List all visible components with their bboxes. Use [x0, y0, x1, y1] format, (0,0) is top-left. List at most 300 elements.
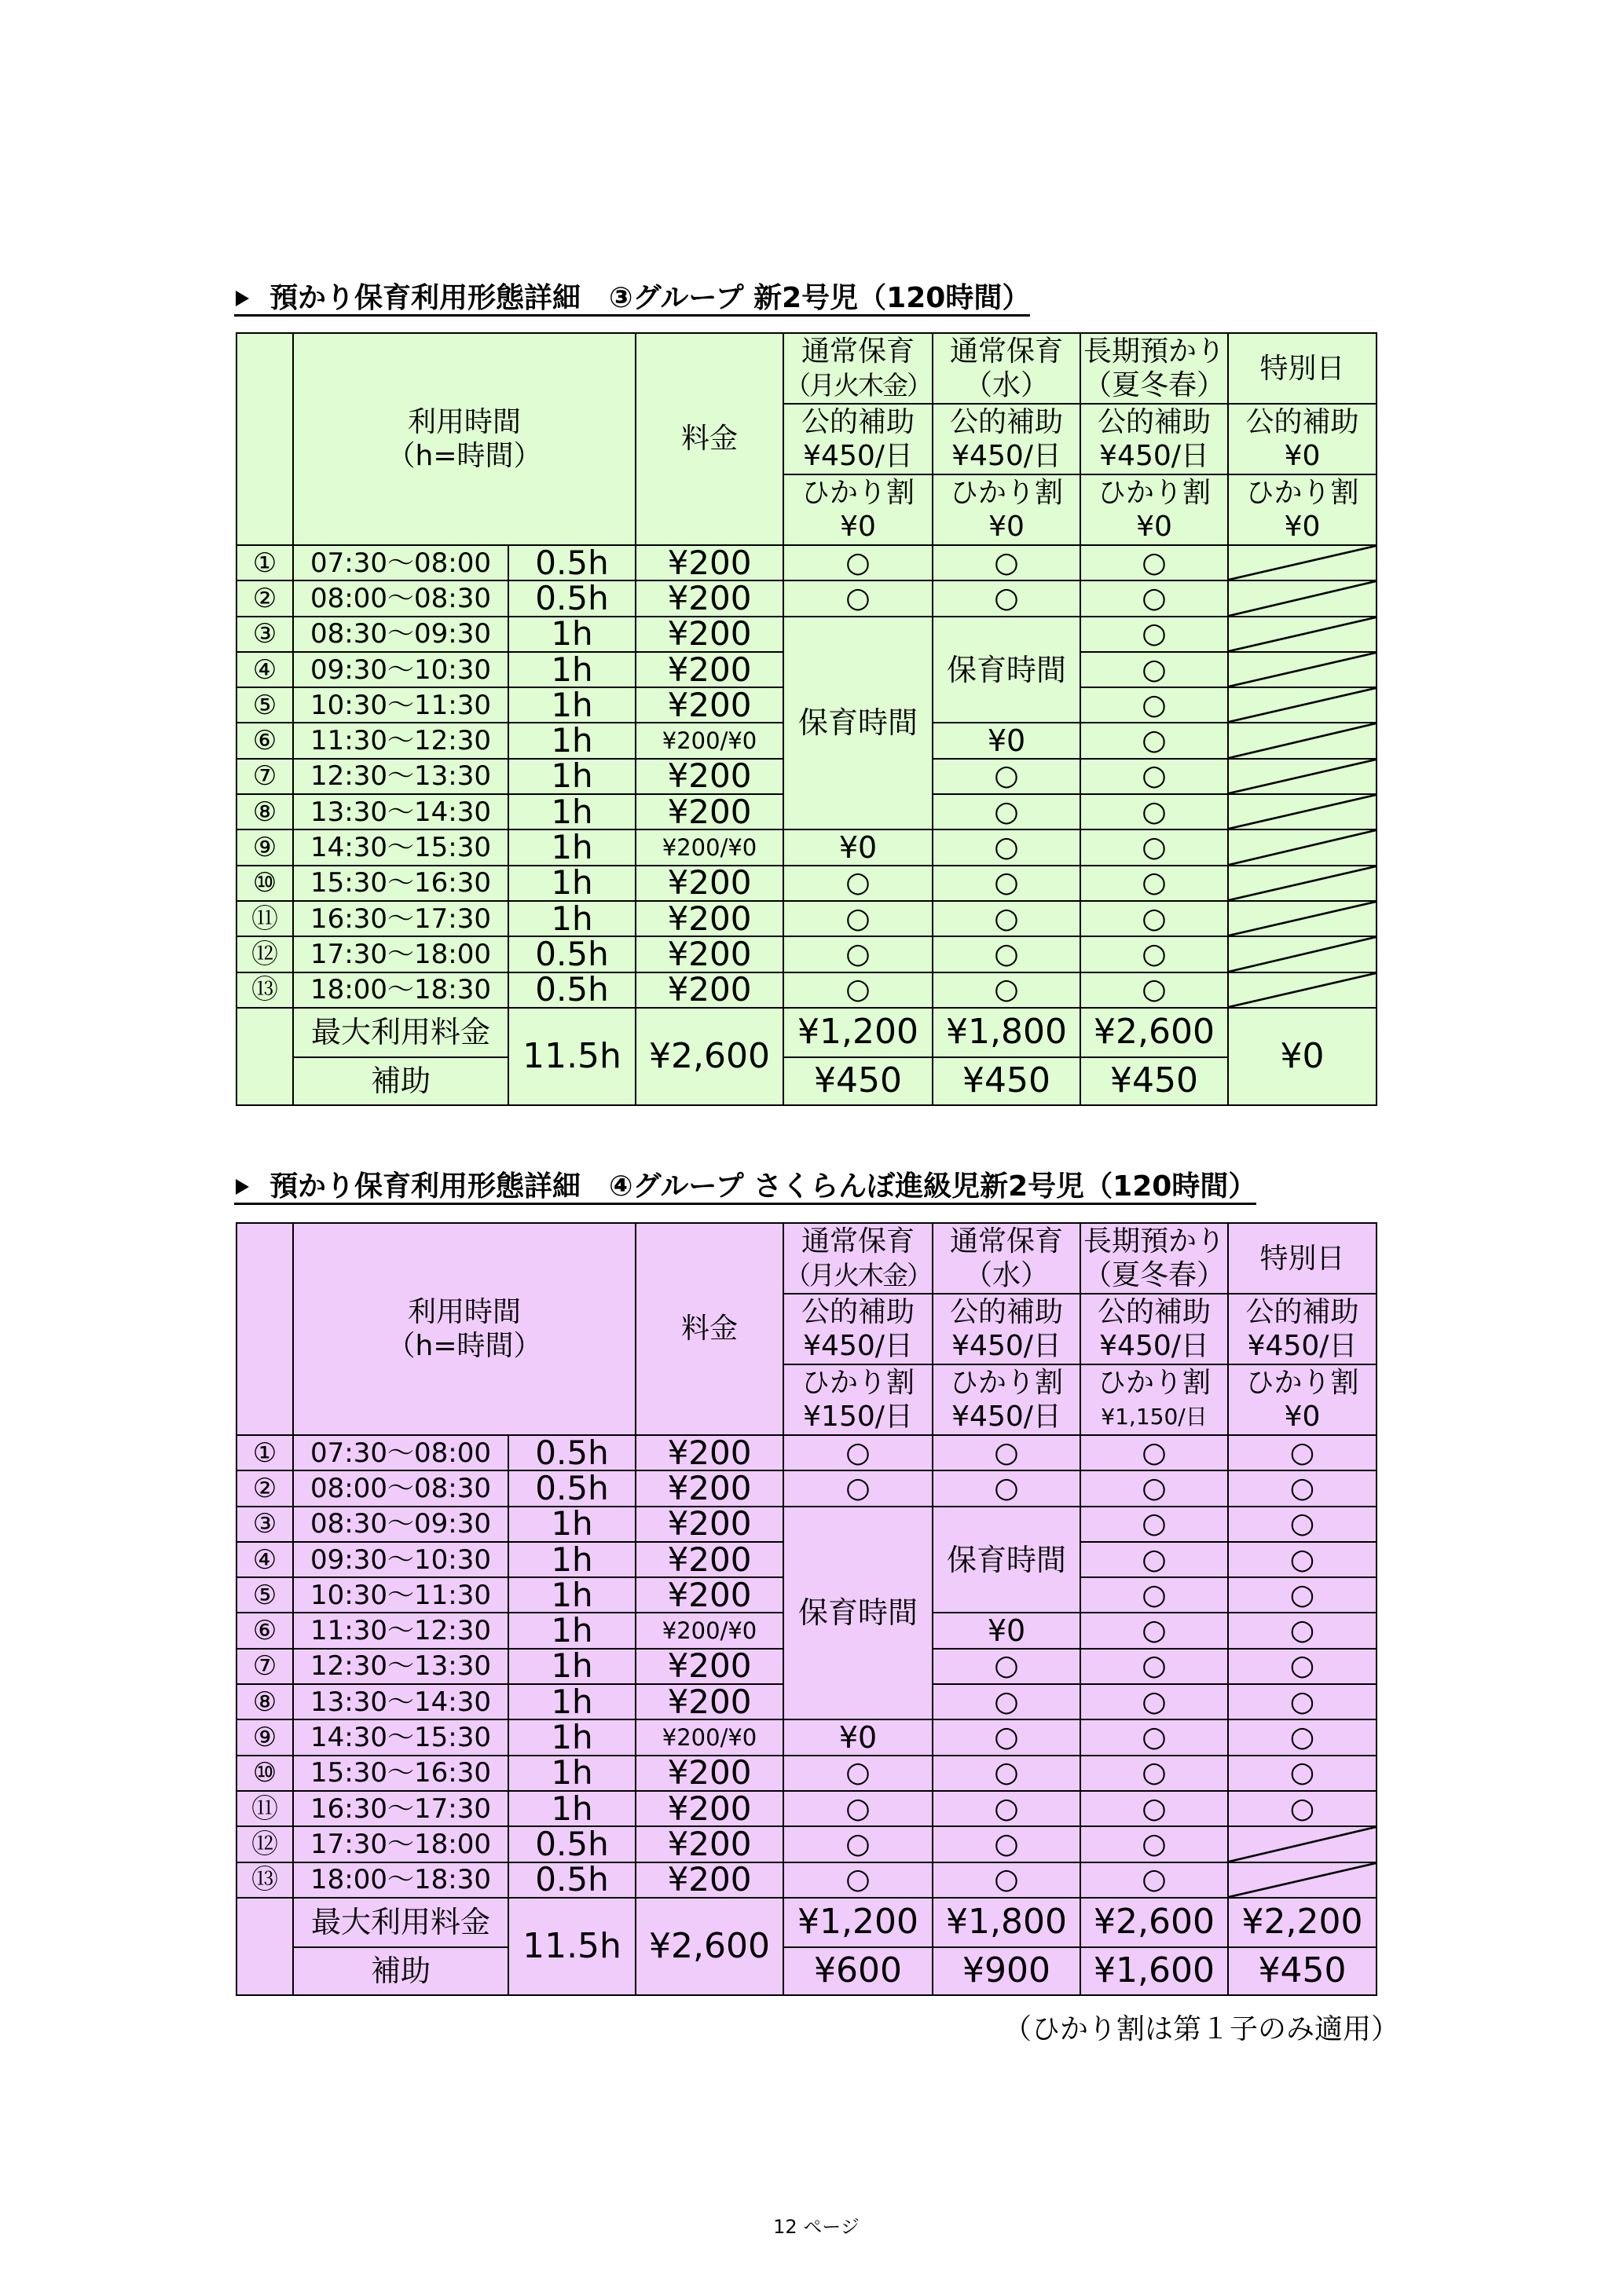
- slot-time: 08:30～09:30: [293, 617, 508, 652]
- available-mark: ○: [1080, 1470, 1228, 1506]
- available-mark: ○: [1080, 652, 1228, 687]
- header-line: ¥450/日: [1247, 1330, 1358, 1362]
- summary-corner: [236, 1008, 293, 1105]
- slot-fee: ¥200: [636, 1577, 783, 1613]
- slot-hours: 0.5h: [508, 1470, 636, 1506]
- slot-time: 14:30～15:30: [293, 829, 508, 865]
- max-fee-value: ¥2,200: [1228, 1898, 1377, 1947]
- slot-hours: 1h: [508, 829, 636, 865]
- time-slot-row: [236, 1862, 1377, 1898]
- slot-number: ⑧: [236, 794, 293, 829]
- slot-hours: 1h: [508, 1542, 636, 1577]
- available-mark: ○: [783, 580, 933, 616]
- subsidy-value: ¥900: [933, 1947, 1080, 1995]
- slot-number: ⑦: [236, 1649, 293, 1684]
- subsidy-header: [933, 1294, 1080, 1364]
- slot-fee: ¥200: [636, 1791, 783, 1826]
- header-line: ¥450/日: [803, 440, 913, 472]
- slot-hours: 1h: [508, 1791, 636, 1826]
- plan-cell: ¥0: [933, 1613, 1080, 1648]
- slot-time: 13:30～14:30: [293, 1684, 508, 1719]
- header-line: ひかり割: [1098, 1367, 1212, 1399]
- header-line: 公的補助: [1098, 406, 1212, 438]
- max-fee-value: ¥1,800: [933, 1008, 1080, 1057]
- header-line: ひかり割: [1245, 1367, 1359, 1399]
- slot-time: 08:00～08:30: [293, 580, 508, 616]
- not-applicable-cell: [1228, 723, 1377, 758]
- slot-hours: 1h: [508, 687, 636, 723]
- slot-fee: ¥200: [636, 687, 783, 723]
- slot-fee: ¥200: [636, 1470, 783, 1506]
- slot-time: 18:00～18:30: [293, 1862, 508, 1898]
- fee-header: 料金: [636, 333, 783, 545]
- not-applicable-cell: [1228, 794, 1377, 829]
- header-line: 長期預かり: [1083, 1225, 1226, 1258]
- available-mark: ○: [933, 972, 1080, 1008]
- not-applicable-cell: [1228, 829, 1377, 865]
- slot-number: ④: [236, 652, 293, 687]
- not-applicable-cell: [1228, 759, 1377, 794]
- slot-fee: ¥200/¥0: [636, 1613, 783, 1648]
- page-number: 12 ページ: [773, 2216, 860, 2238]
- slot-number: ⑤: [236, 687, 293, 723]
- slot-number: ⑩: [236, 866, 293, 901]
- slot-time: 07:30～08:00: [293, 545, 508, 580]
- subsidy-header: [1080, 404, 1228, 474]
- slot-fee: ¥200: [636, 1649, 783, 1684]
- available-mark: ○: [1228, 1719, 1377, 1755]
- slot-hours: 1h: [508, 866, 636, 901]
- slot-number: ⑪: [236, 901, 293, 936]
- slot-time: 08:00～08:30: [293, 1470, 508, 1506]
- header-line: ¥0: [1284, 440, 1321, 472]
- available-mark: ○: [1080, 545, 1228, 580]
- slot-number: ①: [236, 1435, 293, 1470]
- slot-hours: 1h: [508, 1649, 636, 1684]
- total-hours: 11.5h: [508, 1008, 636, 1105]
- triangle-bullet-icon: [236, 1179, 249, 1195]
- slot-fee: ¥200: [636, 901, 783, 936]
- header-line: （水）: [964, 1259, 1050, 1291]
- header-row: [236, 333, 1377, 404]
- not-applicable-cell: [1228, 901, 1377, 936]
- available-mark: ○: [1080, 1507, 1228, 1542]
- slot-hours: 1h: [508, 652, 636, 687]
- header-line: （h=時間）: [387, 440, 542, 472]
- subsidy-value: ¥450: [783, 1057, 933, 1105]
- plan-name-header: [1228, 1223, 1377, 1294]
- available-mark: ○: [933, 580, 1080, 616]
- available-mark: ○: [933, 1719, 1080, 1755]
- not-applicable-cell: [1228, 972, 1377, 1008]
- time-slot-row: [236, 580, 1377, 616]
- subsidy-header: [1080, 1294, 1228, 1364]
- slot-number: ⑨: [236, 829, 293, 865]
- slot-time: 09:30～10:30: [293, 1542, 508, 1577]
- not-applicable-cell: [1228, 687, 1377, 723]
- time-slot-row: [236, 617, 1377, 652]
- plan-cell: ¥0: [933, 723, 1080, 758]
- header-line: （夏冬春）: [1083, 369, 1226, 401]
- slot-time: 08:30～09:30: [293, 1507, 508, 1542]
- slot-hours: 1h: [508, 1577, 636, 1613]
- slot-number: ⑬: [236, 1862, 293, 1898]
- slot-time: 15:30～16:30: [293, 866, 508, 901]
- subsidy-label: 補助: [293, 1947, 508, 1995]
- triangle-bullet-icon: [236, 291, 249, 306]
- available-mark: ○: [1228, 1613, 1377, 1648]
- header-line: 公的補助: [801, 1296, 915, 1328]
- available-mark: ○: [1228, 1435, 1377, 1470]
- available-mark: ○: [1080, 723, 1228, 758]
- slot-number: ②: [236, 1470, 293, 1506]
- available-mark: ○: [783, 866, 933, 901]
- not-applicable-cell: [1228, 580, 1377, 616]
- max-fee-value: ¥2,600: [1080, 1008, 1228, 1057]
- total-hours: 11.5h: [508, 1898, 636, 1995]
- time-slot-row: [236, 829, 1377, 865]
- time-slot-row: [236, 1719, 1377, 1755]
- slot-hours: 1h: [508, 901, 636, 936]
- slot-time: 14:30～15:30: [293, 1719, 508, 1755]
- max-fee-value: ¥1,200: [783, 1898, 933, 1947]
- time-slot-row: [236, 1791, 1377, 1826]
- available-mark: ○: [933, 866, 1080, 901]
- summary-row: [236, 1057, 1377, 1105]
- available-mark: ○: [783, 972, 933, 1008]
- available-mark: ○: [1080, 866, 1228, 901]
- available-mark: ○: [783, 901, 933, 936]
- slot-fee: ¥200: [636, 1542, 783, 1577]
- slot-number: ⑨: [236, 1719, 293, 1755]
- slot-hours: 0.5h: [508, 545, 636, 580]
- available-mark: ○: [933, 1862, 1080, 1898]
- summary-row: [236, 1947, 1377, 1995]
- header-line: ひかり割: [950, 477, 1064, 509]
- max-fee-value: ¥0: [1228, 1008, 1377, 1105]
- subsidy-value: ¥450: [1228, 1947, 1377, 1995]
- summary-row: [236, 1898, 1377, 1947]
- slot-hours: 1h: [508, 617, 636, 652]
- slot-number: ⑫: [236, 1826, 293, 1862]
- header-line: ¥450/日: [1099, 1330, 1209, 1362]
- fee-header: 料金: [636, 1223, 783, 1435]
- time-slot-row: [236, 1826, 1377, 1862]
- max-fee-value: ¥1,800: [933, 1898, 1080, 1947]
- slot-fee: ¥200: [636, 936, 783, 972]
- slot-number: ③: [236, 617, 293, 652]
- available-mark: ○: [933, 1756, 1080, 1791]
- header-line: （月火木金）: [785, 370, 932, 401]
- subsidy-value: ¥450: [1080, 1057, 1228, 1105]
- subsidy-value: ¥450: [933, 1057, 1080, 1105]
- slot-number: ⑩: [236, 1756, 293, 1791]
- subsidy-value: ¥600: [783, 1947, 933, 1995]
- plan-name-header: [933, 1223, 1080, 1294]
- slot-time: 16:30～17:30: [293, 901, 508, 936]
- available-mark: ○: [1080, 829, 1228, 865]
- plan-cell: ¥0: [783, 829, 933, 865]
- section-title-text: 預かり保育利用形態詳細 ④グループ さくらんぼ進級児新2号児（120時間）: [269, 1170, 1257, 1203]
- available-mark: ○: [783, 1756, 933, 1791]
- slot-fee: ¥200: [636, 1684, 783, 1719]
- header-line: ¥450/日: [803, 1330, 913, 1362]
- slot-time: 17:30～18:00: [293, 936, 508, 972]
- slot-number: ⑫: [236, 936, 293, 972]
- slot-time: 15:30～16:30: [293, 1756, 508, 1791]
- slot-time: 10:30～11:30: [293, 1577, 508, 1613]
- available-mark: ○: [1228, 1791, 1377, 1826]
- available-mark: ○: [1080, 972, 1228, 1008]
- header-line: ¥0: [988, 511, 1025, 543]
- plan-cell: 保育時間: [783, 617, 933, 830]
- slot-time: 07:30～08:00: [293, 1435, 508, 1470]
- subsidy-header: [1228, 404, 1377, 474]
- time-slot-row: [236, 972, 1377, 1008]
- time-slot-row: [236, 936, 1377, 972]
- header-line: ひかり割: [801, 477, 915, 509]
- slot-number: ④: [236, 1542, 293, 1577]
- available-mark: ○: [933, 1649, 1080, 1684]
- header-line: 公的補助: [801, 406, 915, 438]
- slot-fee: ¥200: [636, 617, 783, 652]
- slot-number: ⑪: [236, 1791, 293, 1826]
- slot-hours: 1h: [508, 1613, 636, 1648]
- available-mark: ○: [1080, 1756, 1228, 1791]
- slot-number: ⑬: [236, 972, 293, 1008]
- header-line: ¥450/日: [951, 1401, 1061, 1433]
- available-mark: ○: [933, 1826, 1080, 1862]
- available-mark: ○: [1080, 1542, 1228, 1577]
- subsidy-header: [783, 404, 933, 474]
- slot-fee: ¥200: [636, 866, 783, 901]
- not-applicable-cell: [1228, 652, 1377, 687]
- slot-fee: ¥200: [636, 1435, 783, 1470]
- discount-header: [1228, 1364, 1377, 1435]
- header-line: 公的補助: [1098, 1296, 1212, 1328]
- slot-hours: 1h: [508, 1756, 636, 1791]
- header-line: 通常保育: [801, 1225, 915, 1258]
- plan-name-header: [1228, 333, 1377, 404]
- available-mark: ○: [1228, 1507, 1377, 1542]
- subsidy-value: ¥1,600: [1080, 1947, 1228, 1995]
- plan-name-header: [783, 333, 933, 404]
- slot-number: ⑧: [236, 1684, 293, 1719]
- slot-hours: 1h: [508, 794, 636, 829]
- available-mark: ○: [1080, 794, 1228, 829]
- time-slot-row: [236, 545, 1377, 580]
- header-line: ¥0: [1284, 1401, 1321, 1433]
- header-line: ¥150/日: [803, 1401, 913, 1433]
- discount-header: [933, 1364, 1080, 1435]
- plan-name-header: [783, 1223, 933, 1294]
- available-mark: ○: [783, 1791, 933, 1826]
- header-line: ¥450/日: [951, 1330, 1061, 1362]
- time-header: [293, 333, 636, 545]
- header-line: 通常保育: [801, 335, 915, 368]
- slot-time: 17:30～18:00: [293, 1826, 508, 1862]
- slot-fee: ¥200/¥0: [636, 829, 783, 865]
- available-mark: ○: [933, 1791, 1080, 1826]
- discount-header: [1080, 1364, 1228, 1435]
- slot-hours: 0.5h: [508, 972, 636, 1008]
- slot-fee: ¥200: [636, 794, 783, 829]
- header-line: ¥0: [840, 511, 876, 543]
- header-line: 特別日: [1259, 1242, 1345, 1275]
- slot-fee: ¥200: [636, 759, 783, 794]
- header-line: 公的補助: [1245, 1296, 1359, 1328]
- available-mark: ○: [933, 1470, 1080, 1506]
- available-mark: ○: [783, 1470, 933, 1506]
- slot-time: 11:30～12:30: [293, 723, 508, 758]
- header-line: ¥0: [1284, 511, 1321, 543]
- slot-number: ⑤: [236, 1577, 293, 1613]
- slot-time: 11:30～12:30: [293, 1613, 508, 1648]
- available-mark: ○: [1080, 687, 1228, 723]
- slot-hours: 0.5h: [508, 1862, 636, 1898]
- discount-header: [1080, 474, 1228, 545]
- header-line: 利用時間: [408, 1296, 522, 1328]
- slot-time: 10:30～11:30: [293, 687, 508, 723]
- available-mark: ○: [933, 1435, 1080, 1470]
- header-line: 通常保育: [950, 335, 1064, 368]
- header-line: （h=時間）: [387, 1330, 542, 1362]
- available-mark: ○: [1080, 1613, 1228, 1648]
- header-row: [236, 1223, 1377, 1294]
- section-title-text: 預かり保育利用形態詳細 ③グループ 新2号児（120時間）: [269, 281, 1031, 314]
- not-applicable-cell: [1228, 936, 1377, 972]
- available-mark: ○: [1228, 1684, 1377, 1719]
- header-line: 公的補助: [1245, 406, 1359, 438]
- slot-fee: ¥200/¥0: [636, 1719, 783, 1755]
- time-header: [293, 1223, 636, 1435]
- available-mark: ○: [1080, 1791, 1228, 1826]
- slot-number: ⑦: [236, 759, 293, 794]
- header-line: （月火木金）: [785, 1260, 932, 1291]
- max-fee-value: ¥1,200: [783, 1008, 933, 1057]
- usage-detail-table-group3: [236, 332, 1377, 1106]
- available-mark: ○: [1080, 759, 1228, 794]
- header-line: （夏冬春）: [1083, 1259, 1226, 1291]
- plan-name-header: [1080, 333, 1228, 404]
- header-line: 利用時間: [408, 406, 522, 438]
- available-mark: ○: [1080, 1435, 1228, 1470]
- plan-cell: ¥0: [783, 1719, 933, 1755]
- available-mark: ○: [783, 1862, 933, 1898]
- header-line: （水）: [964, 369, 1050, 401]
- available-mark: ○: [1228, 1470, 1377, 1506]
- available-mark: ○: [933, 829, 1080, 865]
- available-mark: ○: [783, 545, 933, 580]
- total-fee: ¥2,600: [636, 1008, 783, 1105]
- slot-hours: 0.5h: [508, 1435, 636, 1470]
- section-title-group4: [234, 1170, 1256, 1205]
- slot-hours: 1h: [508, 1507, 636, 1542]
- subsidy-header: [783, 1294, 933, 1364]
- slot-fee: ¥200: [636, 580, 783, 616]
- available-mark: ○: [1080, 1577, 1228, 1613]
- not-applicable-cell: [1228, 1826, 1377, 1862]
- available-mark: ○: [933, 936, 1080, 972]
- discount-header: [783, 474, 933, 545]
- corner-cell: [236, 333, 293, 545]
- available-mark: ○: [783, 1435, 933, 1470]
- available-mark: ○: [933, 794, 1080, 829]
- available-mark: ○: [1228, 1542, 1377, 1577]
- slot-time: 16:30～17:30: [293, 1791, 508, 1826]
- plan-cell: 保育時間: [783, 1507, 933, 1720]
- slot-number: ①: [236, 545, 293, 580]
- available-mark: ○: [1228, 1577, 1377, 1613]
- slot-time: 12:30～13:30: [293, 759, 508, 794]
- available-mark: ○: [1228, 1756, 1377, 1791]
- slot-time: 18:00～18:30: [293, 972, 508, 1008]
- summary-row: [236, 1008, 1377, 1057]
- slot-fee: ¥200: [636, 1756, 783, 1791]
- not-applicable-cell: [1228, 866, 1377, 901]
- slot-number: ②: [236, 580, 293, 616]
- slot-fee: ¥200: [636, 1507, 783, 1542]
- available-mark: ○: [933, 901, 1080, 936]
- slot-time: 12:30～13:30: [293, 1649, 508, 1684]
- header-line: ひかり割: [1245, 477, 1359, 509]
- header-line: ¥0: [1136, 511, 1172, 543]
- slot-number: ⑥: [236, 1613, 293, 1648]
- section-title-group3: [234, 282, 1030, 317]
- slot-number: ③: [236, 1507, 293, 1542]
- slot-hours: 0.5h: [508, 936, 636, 972]
- slot-hours: 1h: [508, 1719, 636, 1755]
- max-fee-label: 最大利用料金: [293, 1008, 508, 1057]
- not-applicable-cell: [1228, 617, 1377, 652]
- subsidy-header: [933, 404, 1080, 474]
- available-mark: ○: [1080, 1719, 1228, 1755]
- available-mark: ○: [1080, 580, 1228, 616]
- available-mark: ○: [1080, 936, 1228, 972]
- plan-cell: 保育時間: [933, 1507, 1080, 1613]
- footnote: （ひかり割は第１子のみ適用）: [1003, 2013, 1399, 2045]
- header-line: 通常保育: [950, 1225, 1064, 1258]
- max-fee-value: ¥2,600: [1080, 1898, 1228, 1947]
- available-mark: ○: [933, 759, 1080, 794]
- slot-hours: 0.5h: [508, 580, 636, 616]
- discount-header: [783, 1364, 933, 1435]
- not-applicable-cell: [1228, 545, 1377, 580]
- not-applicable-cell: [1228, 1862, 1377, 1898]
- slot-fee: ¥200: [636, 652, 783, 687]
- header-line: ¥450/日: [951, 440, 1061, 472]
- max-fee-label: 最大利用料金: [293, 1898, 508, 1947]
- slot-hours: 1h: [508, 1684, 636, 1719]
- total-fee: ¥2,600: [636, 1898, 783, 1995]
- summary-corner: [236, 1898, 293, 1995]
- available-mark: ○: [933, 545, 1080, 580]
- header-line: 公的補助: [950, 1296, 1064, 1328]
- slot-number: ⑥: [236, 723, 293, 758]
- header-line: ひかり割: [1098, 477, 1212, 509]
- available-mark: ○: [1080, 901, 1228, 936]
- slot-fee: ¥200: [636, 1862, 783, 1898]
- usage-detail-table-group4: [236, 1222, 1377, 1996]
- available-mark: ○: [783, 1826, 933, 1862]
- slot-time: 09:30～10:30: [293, 652, 508, 687]
- time-slot-row: [236, 866, 1377, 901]
- time-slot-row: [236, 1435, 1377, 1470]
- header-line: 特別日: [1259, 352, 1345, 385]
- header-line: 長期預かり: [1083, 335, 1226, 368]
- discount-header: [1228, 474, 1377, 545]
- slot-fee: ¥200: [636, 972, 783, 1008]
